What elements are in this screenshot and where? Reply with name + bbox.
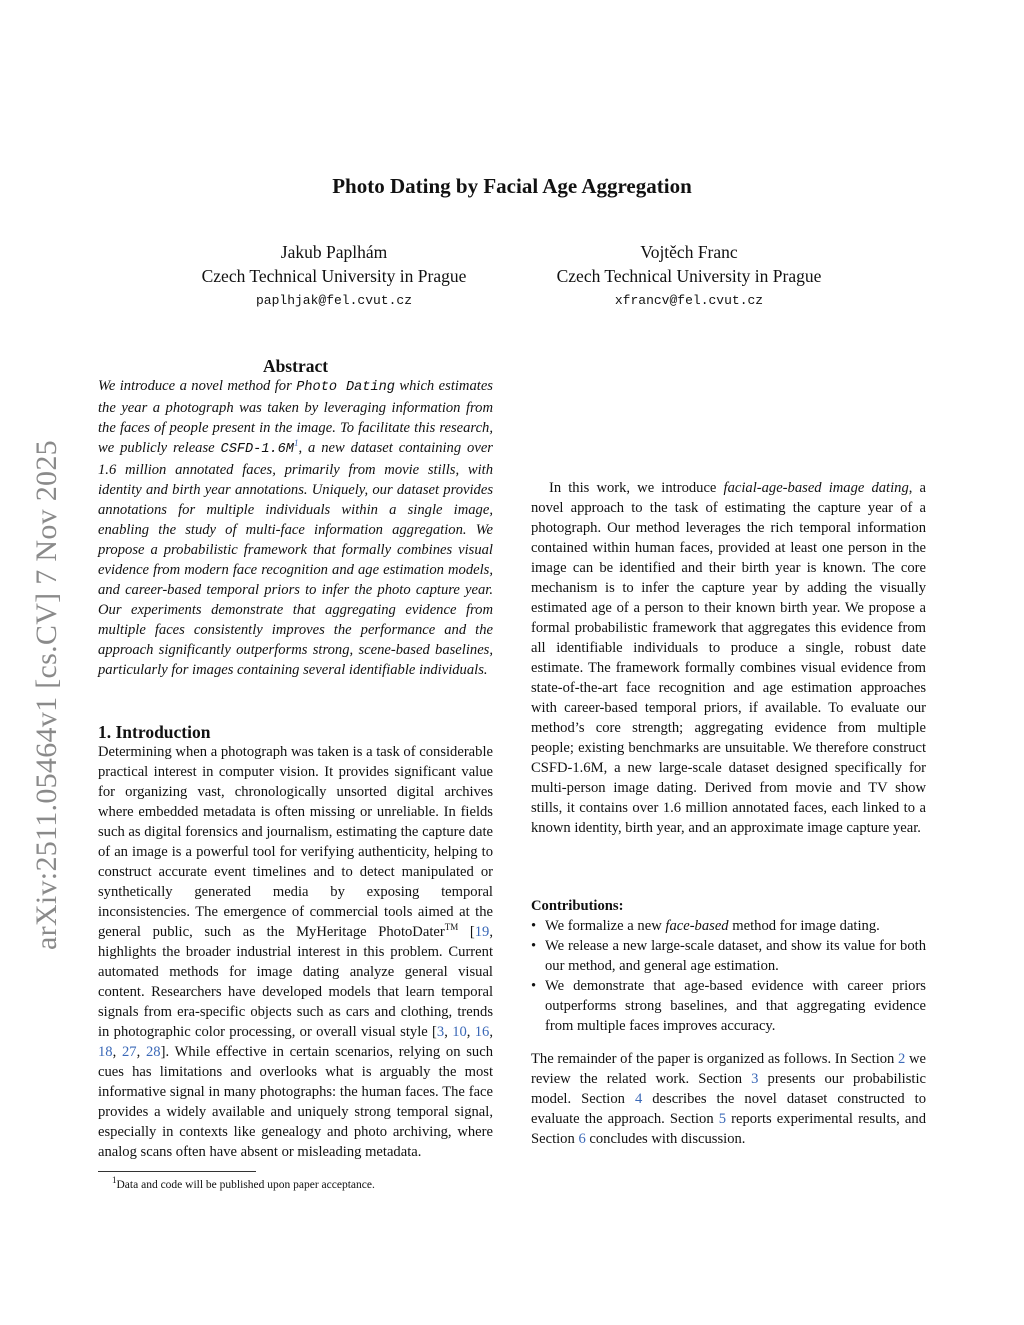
citation-link[interactable]: 10 [452,1024,467,1040]
arxiv-identifier: arXiv:2511.05464v1 [cs.CV] 7 Nov 2025 [30,440,63,950]
paper-title: Photo Dating by Facial Age Aggregation [332,174,692,198]
abstract-heading: Abstract [262,356,329,376]
paper-outline-paragraph: The remainder of the paper is organized as follows. In Section 2 we review the related work. Section 3 presents our probabilistic model. Section 4 describes the novel dataset constructed to evaluate the approach. Section 5 reports experimental results, and Section 6 concludes with discussion. [531,1051,927,1147]
abstract-text: We introduce a novel method for Photo Dating which estimates the year a photograph was taken by leveraging information from the faces of people present in the image. To facilitate this research, we publicly release CSFD-$1.6M^1$, a new dataset containing over 1.6 million annotated faces, primarily from movie stills, with identity and birth year annotations. Uniquely, our dataset provides annotations for multiple individuals within a single image, enabling the study of multi-face information aggregation. We propose a probabilistic framework that formally combines visual evidence from modern face recognition and age estimation models, and career-based temporal priors to infer the photo capture year. Our experiments demonstrate that aggregating evidence from multiple faces consistently improves the performance and the approach significantly outperforms strong, scene-based baselines, particularly for images containing several identifiable individuals. [98,378,493,678]
list-item: • We release a new large-scale dataset, and show its value for both our method, and general age estimation. [531,938,926,974]
contributions-list [531,916,926,1036]
section-link[interactable]: 4 [634,1091,643,1107]
citation-link[interactable]: 16 [474,1024,490,1040]
author-block-1 [164,240,504,314]
citation-link[interactable]: 19 [474,924,490,940]
list-item: • We formalize a new face-based method for image dating. [531,918,880,934]
author-affiliation: Czech Technical University in Prague [201,266,467,286]
citation-link[interactable]: 3 [436,1024,445,1040]
footnote-marker[interactable]: 1 [293,438,299,449]
footnote-divider [98,1171,256,1172]
author-email[interactable]: paplhjak@fel.cvut.cz [255,293,413,308]
author-affiliation: Czech Technical University in Prague [556,266,822,286]
intro-paragraph-2: In this work, we introduce facial-age-based image dating, a novel approach to the task of estimating the capture year of a photograph. Our method leverages the rich temporal information contained within human faces, provided at least one person in the image can be identified and their birth year is known. The core mechanism is to infer the capture year by adding the visually estimated age of a person to their known birth year. We propose a formal probabilistic framework that aggregates this evidence from all identifiable individuals to produce a single, robust date estimate. The framework formally combines visual evidence from state-of-the-art face recognition and age estimation approaches with career-based temporal priors, if available. To evaluate our method’s core strength; aggregating evidence from multiple people; existing benchmarks are unsuitable. We therefore construct CSFD-1.6M, a new large-scale dataset designed specifically for multi-person image dating. Derived from movie and TV show stills, it contains over 1.6 million annotated faces, each linked to a known identity, birth year, and an approximate image capture year. [531,480,926,836]
right-column [531,358,926,1149]
section-link[interactable]: 6 [578,1131,586,1147]
author-block-2 [519,240,859,314]
list-item: • We demonstrate that age-based evidence with career priors outperforms strong baselines, and that aggregating evidence from multiple faces improves accuracy. [531,978,926,1034]
intro-paragraph-1: Determining when a photograph was taken is a task of considerable practical interest in computer vision. It provides significant value for organizing vast, chronologically unsorted digital archives where embedded metadata is often missing or unreliable. In fields such as digital forensics and journalism, estimating the capture date of an image is a powerful tool for verifying authenticity, helping to construct accurate event timelines and to detect manipulated or synthetically generated media by exposing temporal inconsistencies. The emergence of commercial tools aimed at the general public, such as the MyHeritage PhotoDater™ [19, highlights the broader industrial interest in this problem. Current automated methods for image dating analyze general visual content. Researchers have developed models that learn temporal signals from era-specific objects such as cars and clothing, trends in photographic color processing, or overall visual style [3, 10, 16, 18, 27, 28]. While effective in certain scenarios, relying on such cues has limitations and overlooks what is arguably the most informative signal in many photographs: the human faces. The face provides a widely available and uniquely strong temporal signal, especially in contexts like genealogy and photo archiving, where analog scans often have absent or misleading metadata. [98,744,493,1160]
footnote: $^1$Data and code will be published upon paper acceptance. [112,1175,375,1191]
section-heading-introduction: 1. Introduction [98,722,211,742]
section-link[interactable]: 2 [898,1051,906,1067]
left-column [98,356,493,1162]
citation-link[interactable]: 27 [122,1044,137,1060]
citation-link[interactable]: 28 [146,1044,161,1060]
author-email[interactable]: xfrancv@fel.cvut.cz [614,293,764,308]
section-link[interactable]: 3 [751,1071,759,1087]
section-link[interactable]: 5 [718,1111,727,1127]
author-name: Jakub Paplhám [280,242,388,262]
contributions-heading: Contributions: [531,898,624,914]
citation-link[interactable]: 18 [98,1044,113,1060]
author-name: Vojtěch Franc [640,242,738,262]
